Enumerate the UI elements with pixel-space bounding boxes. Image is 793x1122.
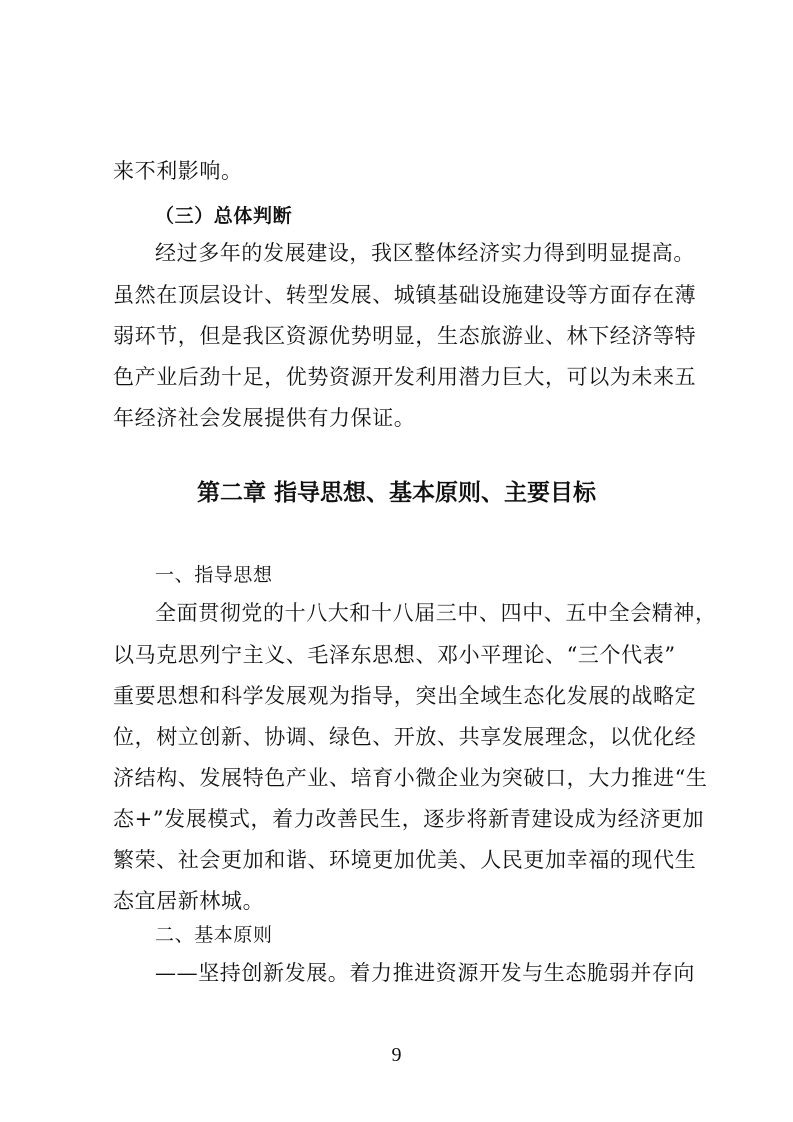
paragraph-line: 以马克思列宁主义、毛泽东思想、邓小平理论、“三个代表” <box>113 643 676 667</box>
paragraph-line: 弱环节，但是我区资源优势明显，生态旅游业、林下经济等特 <box>113 324 697 348</box>
paragraph-line: 济结构、发展特色产业、培育小微企业为突破口，大力推进“生 <box>113 766 708 790</box>
paragraph-line: 态宜居新林城。 <box>113 889 265 913</box>
paragraph-line: 重要思想和科学发展观为指导，突出全域生态化发展的战略定 <box>113 684 697 708</box>
paragraph-line: ——坚持创新发展。着力推进资源开发与生态脆弱并存向 <box>155 961 695 985</box>
page-number: 9 <box>391 1044 402 1066</box>
chapter-title: 第二章 指导思想、基本原则、主要目标 <box>196 480 596 506</box>
paragraph-line: 繁荣、社会更加和谐、环境更加优美、人民更加幸福的现代生 <box>113 848 697 872</box>
paragraph-line: 色产业后劲十足，优势资源开发利用潜力巨大，可以为未来五 <box>113 365 697 389</box>
paragraph-line: 年经济社会发展提供有力保证。 <box>113 406 416 430</box>
section-heading-basic-principles: 二、基本原则 <box>155 924 273 946</box>
paragraph-line: 经过多年的发展建设，我区整体经济实力得到明显提高。 <box>155 241 695 265</box>
section-heading-guiding-ideology: 一、指导思想 <box>155 564 273 586</box>
paragraph-line: 位，树立创新、协调、绿色、开放、共享发展理念，以优化经 <box>113 725 697 749</box>
paragraph-line: 全面贯彻党的十八大和十八届三中、四中、五中全会精神， <box>155 601 717 625</box>
paragraph-line: 来不利影响。 <box>113 159 243 183</box>
paragraph-line: 态+”发展模式，着力改善民生，逐步将新青建设成为经济更加 <box>113 807 705 831</box>
paragraph-line: 虽然在顶层设计、转型发展、城镇基础设施建设等方面存在薄 <box>113 283 697 307</box>
section-heading-overall-judgment: （三）总体判断 <box>155 205 293 227</box>
